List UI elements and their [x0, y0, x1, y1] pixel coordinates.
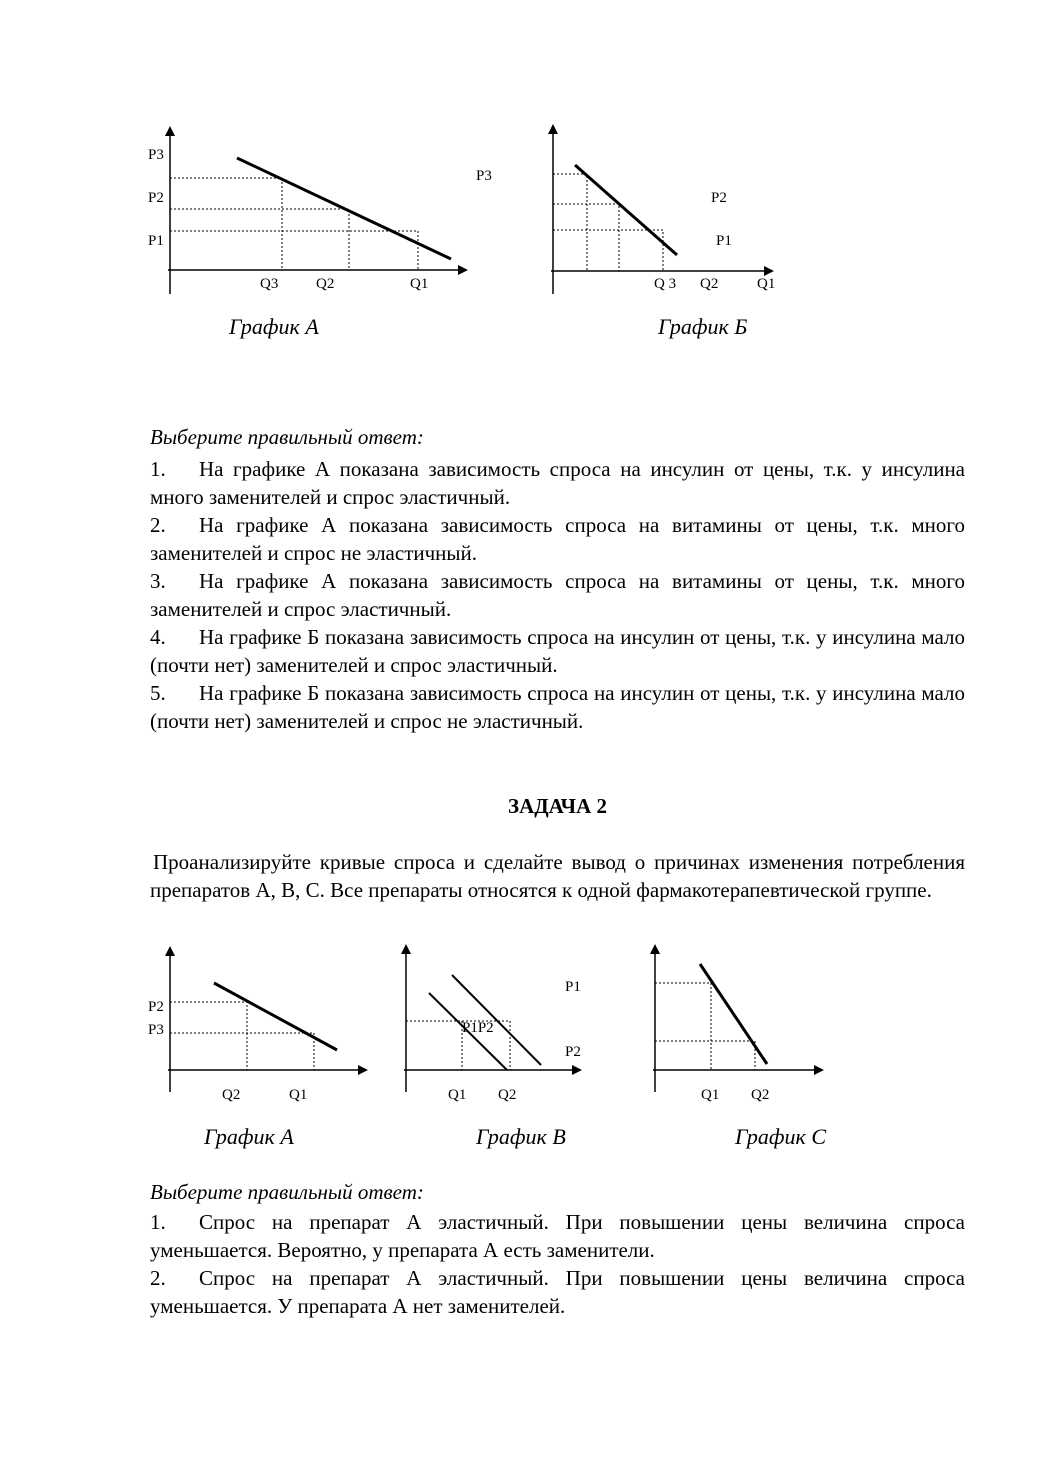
- label-q1: Q1: [701, 1087, 720, 1103]
- label-q2: Q2: [498, 1087, 517, 1103]
- label-q1: Q1: [757, 276, 776, 292]
- option-text: Спрос на препарат А эластичный. При повышении цены величина спроса уменьшается. У препарата А нет заменителей.: [150, 1266, 965, 1318]
- option-2[interactable]: [150, 1264, 965, 1320]
- label-p1: P1: [716, 233, 732, 249]
- task2-title: ЗАДАЧА 2: [507, 794, 607, 818]
- task2-intro: Проанализируйте кривые спроса и сделайте вывод о причинах изменения потребления препаратов А, В, С. Все препараты относятся к одной фармакотерапевтической группе.: [150, 850, 965, 902]
- label-q1: Q1: [448, 1087, 467, 1103]
- option-number: 3.: [150, 569, 166, 593]
- option-number: 4.: [150, 625, 166, 649]
- label-p2: P2: [148, 190, 164, 206]
- option-text: На графике Б показана зависимость спроса на инсулин от цены, т.к. у инсулина мало (почти нет) заменителей и спрос эластичный.: [150, 625, 965, 677]
- label-p2: P2: [711, 190, 727, 206]
- label-p3: P3: [476, 168, 492, 184]
- option-number: 5.: [150, 681, 166, 705]
- label-p2: P2: [148, 999, 164, 1015]
- label-q3: Q 3: [654, 276, 677, 292]
- task2-prompt: Выберите правильный ответ:: [150, 1180, 424, 1204]
- label-p3: P3: [148, 1022, 164, 1038]
- option-number: 2.: [150, 1266, 166, 1290]
- label-p2: P2: [565, 1044, 581, 1060]
- demand-curve: [700, 964, 767, 1064]
- option-number: 2.: [150, 513, 166, 537]
- label-q3: Q3: [260, 276, 279, 292]
- label-q2: Q2: [700, 276, 719, 292]
- task2-options: [150, 1208, 965, 1320]
- label-p3: P3: [148, 147, 164, 163]
- option-1[interactable]: [150, 1208, 965, 1264]
- option-text: На графике А показана зависимость спроса на инсулин от цены, т.к. у инсулина много заменителей и спрос эластичный.: [150, 457, 965, 509]
- label-q1: Q1: [410, 276, 429, 292]
- option-number: 1.: [150, 457, 166, 481]
- option-number: 1.: [150, 1210, 166, 1234]
- option-text: Спрос на препарат А эластичный. При повышении цены величина спроса уменьшается. Вероятно, у препарата А есть заменители.: [150, 1210, 965, 1262]
- label-q2: Q2: [751, 1087, 770, 1103]
- caption-graph-b: График Б: [658, 314, 748, 339]
- label-q2: Q2: [222, 1087, 241, 1103]
- option-text: На графике А показана зависимость спроса на витамины от цены, т.к. много заменителей и спрос не эластичный.: [150, 513, 965, 565]
- caption-graph-b: График В: [476, 1124, 566, 1149]
- caption-graph-c: График С: [735, 1124, 826, 1149]
- guide-q2: [655, 1041, 755, 1070]
- label-p1: P1: [148, 233, 164, 249]
- label-q2: Q2: [316, 276, 335, 292]
- option-text: На графике Б показана зависимость спроса на инсулин от цены, т.к. у инсулина мало (почти нет) заменителей и спрос не эластичный.: [150, 681, 965, 733]
- label-q1: Q1: [289, 1087, 308, 1103]
- task1-prompt: Выберите правильный ответ:: [150, 425, 424, 449]
- label-p1p2: P1P2: [462, 1020, 494, 1036]
- caption-graph-a: График А: [229, 314, 319, 339]
- guide-q1: [655, 983, 711, 1070]
- caption-graph-a: График А: [204, 1124, 294, 1149]
- option-text: На графике А показана зависимость спроса на витамины от цены, т.к. много заменителей и спрос эластичный.: [150, 569, 965, 621]
- label-p1: P1: [565, 979, 581, 995]
